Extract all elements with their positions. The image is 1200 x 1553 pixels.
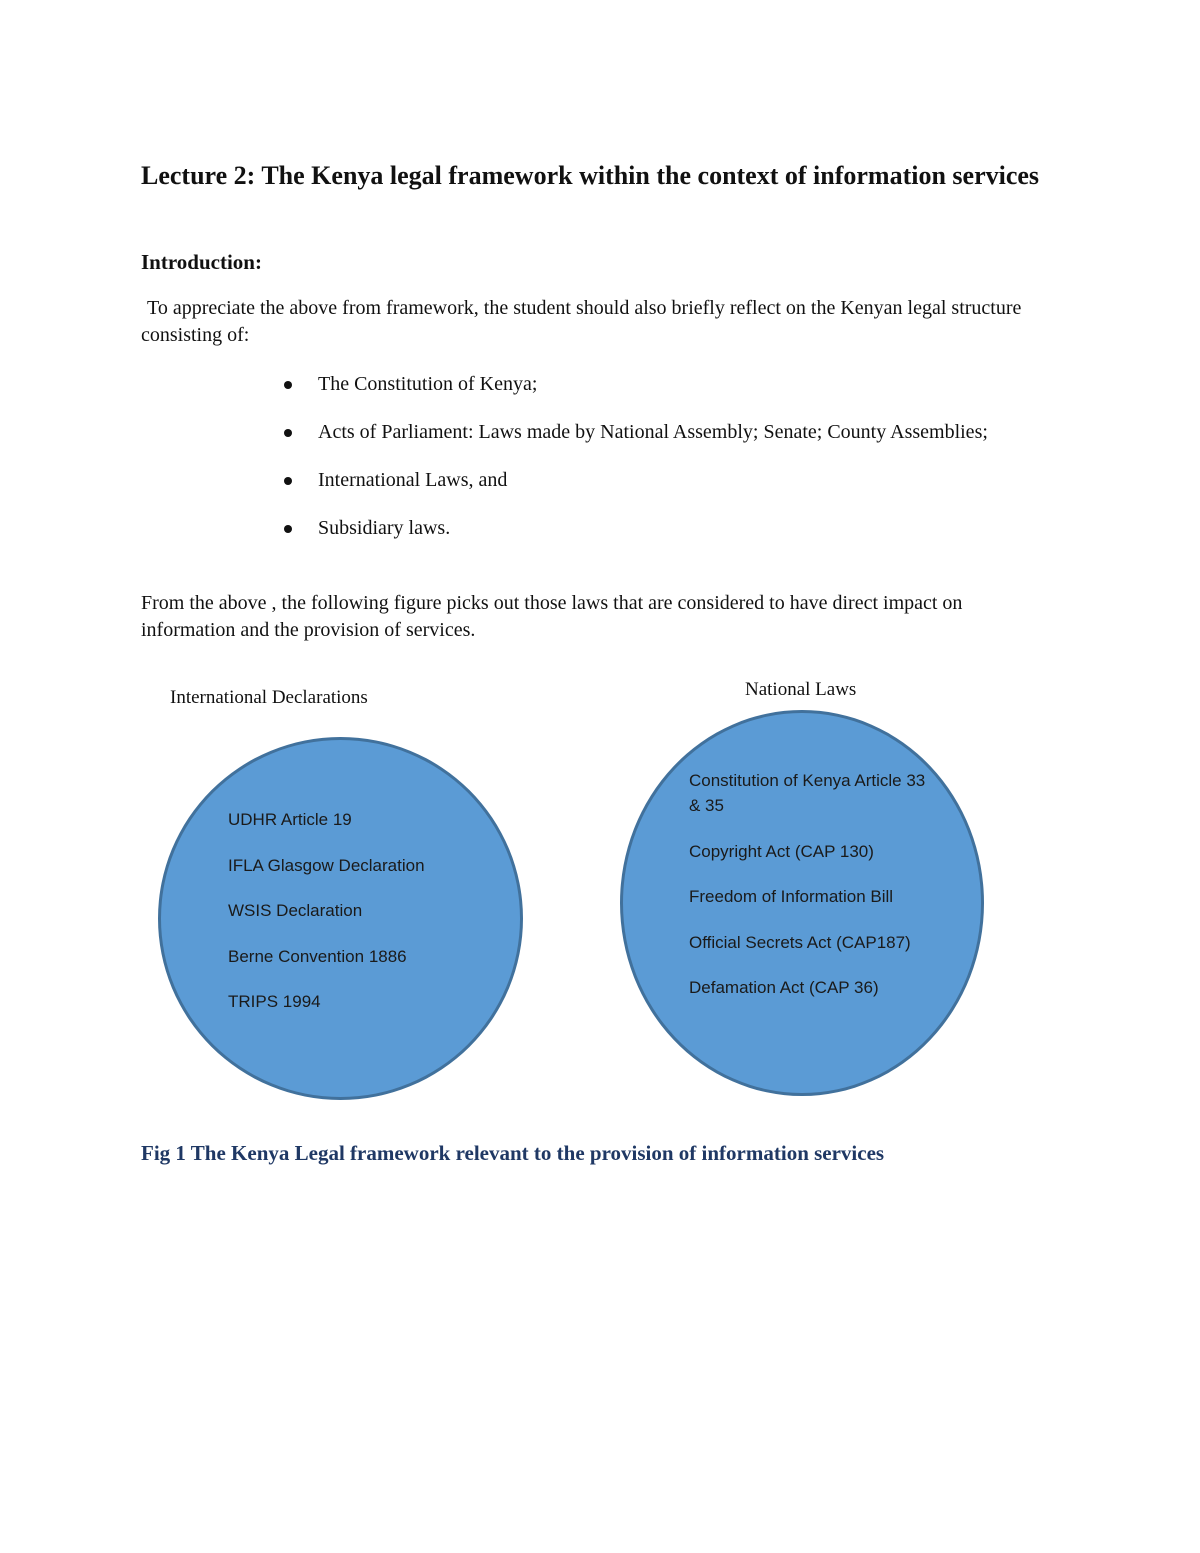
legal-structure-list — [278, 372, 998, 564]
international-item: Berne Convention 1886 — [228, 946, 407, 966]
national-item: Official Secrets Act (CAP187) — [689, 932, 911, 952]
list-item — [278, 516, 998, 541]
bullet-icon — [284, 429, 292, 437]
bullet-icon — [284, 381, 292, 389]
national-item: Constitution of Kenya Article 33 & 35 — [689, 771, 926, 815]
national-item: Defamation Act (CAP 36) — [689, 978, 879, 997]
list-item-text: The Constitution of Kenya; — [318, 373, 538, 395]
list-item — [278, 468, 998, 493]
introduction-heading: Introduction: — [141, 250, 262, 274]
international-declarations-list — [228, 807, 488, 1035]
figure-intro-paragraph: From the above , the following figure picks out those laws that are considered to have direct impact on information and the provision of services. — [141, 592, 963, 641]
national-laws-label: National Laws — [745, 679, 857, 700]
international-item: IFLA Glasgow Declaration — [228, 855, 425, 875]
national-item: Copyright Act (CAP 130) — [689, 841, 874, 861]
bullet-icon — [284, 525, 292, 533]
list-item-text: Acts of Parliament: Laws made by National Assembly; Senate; County Assemblies; — [318, 421, 988, 443]
national-item: Freedom of Information Bill — [689, 887, 894, 906]
list-item-text: International Laws, and — [318, 469, 508, 491]
list-item-text: Subsidiary laws. — [318, 517, 451, 539]
international-declarations-label: International Declarations — [170, 687, 368, 708]
list-item — [278, 372, 998, 397]
figure-caption: Fig 1 The Kenya Legal framework relevant to the provision of information services — [141, 1141, 885, 1165]
international-item: WSIS Declaration — [228, 901, 363, 920]
international-item: TRIPS 1994 — [228, 992, 321, 1011]
page-title: Lecture 2: The Kenya legal framework within the context of information services — [141, 161, 1040, 190]
international-item: UDHR Article 19 — [228, 810, 352, 829]
national-laws-list — [689, 768, 929, 1021]
intro-paragraph: To appreciate the above from framework, the student should also briefly reflect on the Kenyan legal structure consisting of: — [141, 297, 1022, 346]
list-item — [278, 420, 998, 445]
bullet-icon — [284, 477, 292, 485]
